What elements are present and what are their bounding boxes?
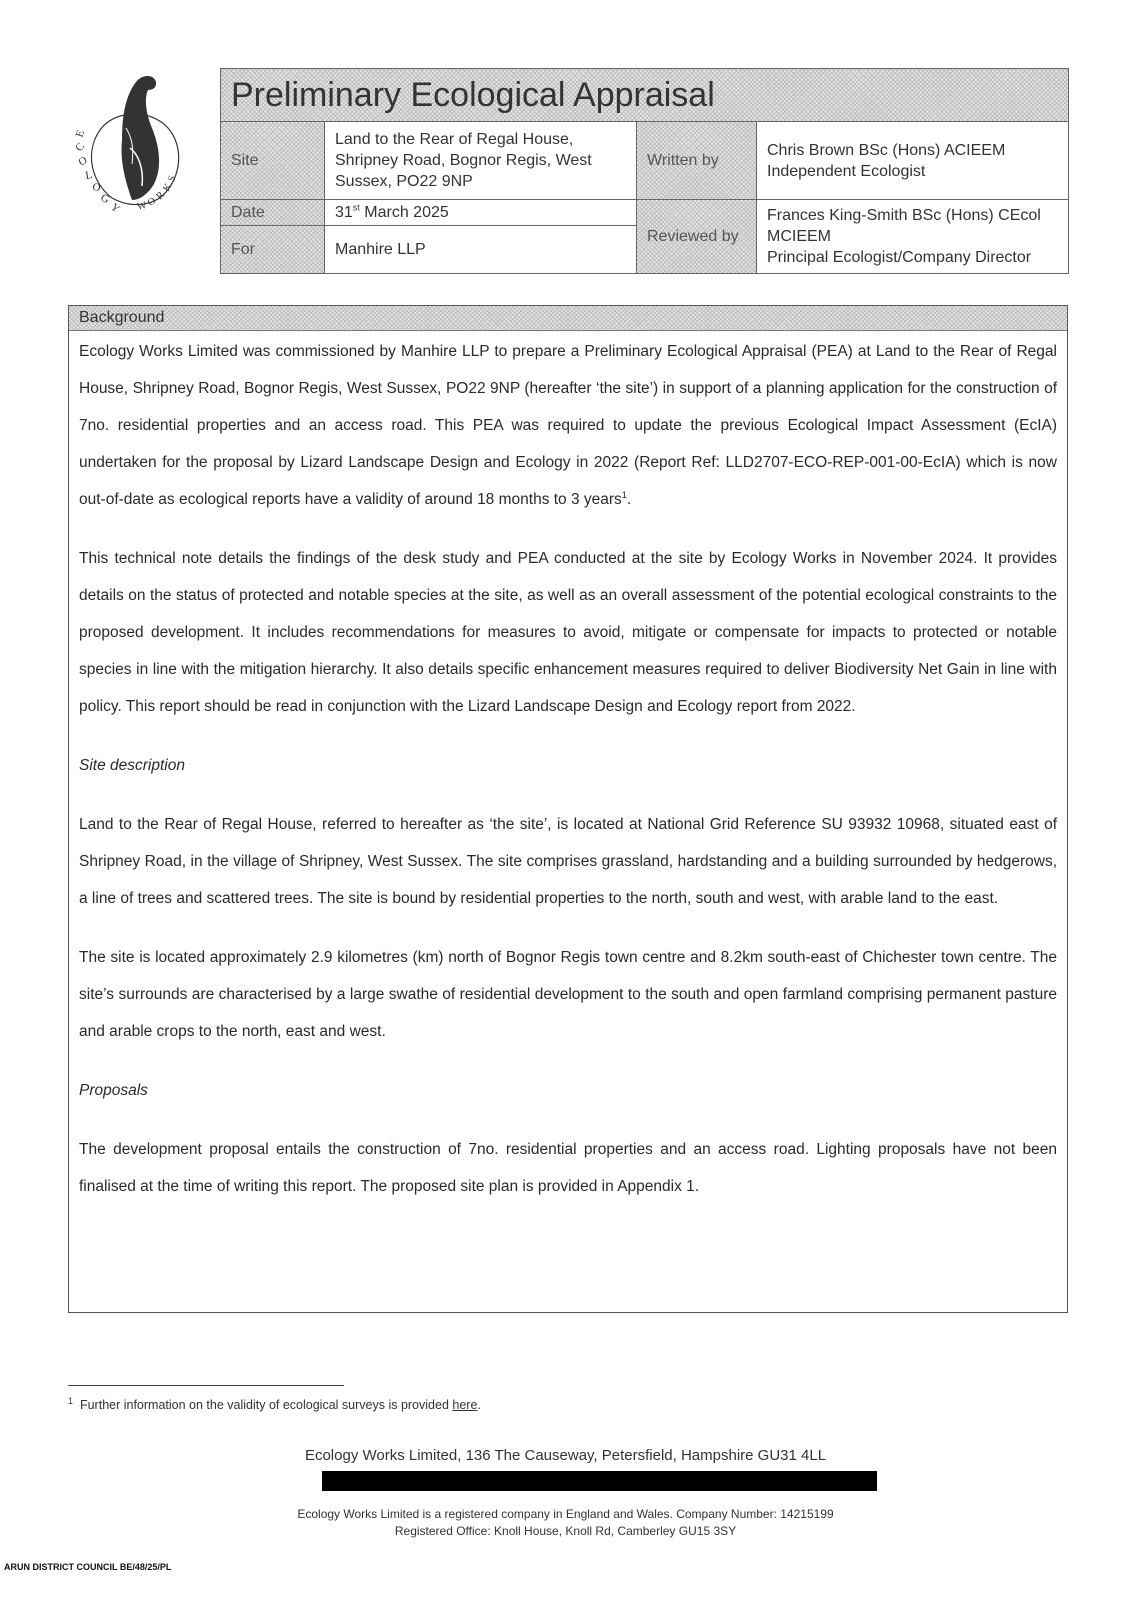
footnote-text: Further information on the validity of ecological surveys is provided [79, 1398, 449, 1412]
author-name: Chris Brown BSc (Hons) ACIEEM [767, 141, 1006, 159]
svg-text:L: L [84, 168, 94, 182]
proposals-heading: Proposals [79, 1082, 148, 1099]
reviewed-by-value [757, 200, 1069, 274]
date-day: 31 [335, 204, 353, 221]
reviewer-name: Frances King-Smith BSc (Hons) CEcol MCIEEM [767, 207, 1041, 245]
svg-text:R: R [154, 189, 167, 203]
ecology-works-logo [72, 68, 202, 218]
written-by-label: Written by [637, 122, 757, 200]
svg-text:G: G [98, 191, 112, 207]
header-table [220, 68, 1069, 274]
footnote-number: 1 [68, 1395, 74, 1406]
svg-text:C: C [73, 140, 88, 154]
footer-registration [0, 1506, 1131, 1540]
footnote-link-here[interactable]: here [452, 1398, 478, 1412]
council-reference: ARUN DISTRICT COUNCIL BE/48/25/PL [4, 1562, 172, 1572]
footnote-divider [68, 1385, 344, 1386]
document-title: Preliminary Ecological Appraisal [221, 69, 1069, 122]
svg-text:W: W [135, 199, 148, 213]
svg-text:K: K [161, 181, 175, 194]
site-description-heading: Site description [79, 757, 185, 774]
registration-line-2: Registered Office: Knoll House, Knoll Rd, Camberley GU15 3SY [394, 1524, 737, 1538]
site-value: Land to the Rear of Regal House, Shripney Road, Bognor Regis, West Sussex, PO22 9NP [325, 122, 637, 200]
paragraph-5: The development proposal entails the construction of 7no. residential properties and an access road. Lighting proposals have not been finalised at the time of writing this report. The proposed site plan is provided in Appendix 1. [79, 1141, 1057, 1195]
report-body [69, 331, 1067, 1205]
written-by-value [757, 122, 1069, 200]
svg-text:O: O [91, 181, 102, 195]
paragraph-1-end: . [626, 491, 632, 508]
background-section-header: Background [69, 306, 1067, 331]
footer-address: Ecology Works Limited, 136 The Causeway, Petersfield, Hampshire GU31 4LL [304, 1447, 827, 1464]
paragraph-1-text: Ecology Works Limited was commissioned by Manhire LLP to prepare a Preliminary Ecological Appraisal (PEA) at Land to the Rear of Regal House, Shripney Road, Bognor Regis, West Sussex, PO22 9NP (hereafter ‘the site’) in support of a planning application for the construction of 7no. residential properties and an access road. This PEA was required to update the previous Ecological Impact Assessment (EcIA) undertaken for the proposal by Lizard Landscape Design and Ecology in 2022 (Report Ref: LLD2707-ECO-REP-001-00-EcIA) which is now out-of-date as ecological reports have a validity of around 18 months to 3 years [79, 343, 1057, 508]
redaction-bar [322, 1471, 877, 1491]
date-month-year: March 2025 [364, 204, 449, 221]
footnote-end: . [477, 1398, 481, 1412]
date-suffix: st [352, 202, 360, 213]
for-value: Manhire LLP [325, 226, 637, 274]
main-content-box [68, 305, 1068, 1313]
svg-text:S: S [166, 174, 179, 183]
reviewed-by-label: Reviewed by [637, 200, 757, 274]
logo-text-ecology: E [73, 128, 88, 140]
svg-text:O: O [76, 154, 90, 169]
footnote [68, 1395, 481, 1412]
paragraph-4: The site is located approximately 2.9 kilometres (km) north of Bognor Regis town centre and 8.2km south-east of Chichester town centre. The site’s surrounds are characterised by a large swathe of residential development to the south and open farmland comprising permanent pasture and arable crops to the north, east and west. [79, 949, 1057, 1040]
for-label: For [221, 226, 325, 274]
author-role: Independent Ecologist [767, 162, 926, 180]
paragraph-2: This technical note details the findings of the desk study and PEA conducted at the site by Ecology Works in November 2024. It provides details on the status of protected and notable species at the site, as well as an overall assessment of the potential ecological constraints to the proposed development. It includes recommendations for measures to avoid, mitigate or compensate for impacts to protected or notable species in line with the mitigation hierarchy. It also details specific enhancement measures required to deliver Biodiversity Net Gain in line with policy. This report should be read in conjunction with the Lizard Landscape Design and Ecology report from 2022. [79, 550, 1057, 715]
svg-text:Y: Y [108, 201, 122, 216]
paragraph-3: Land to the Rear of Regal House, referred to hereafter as ‘the site’, is located at National Grid Reference SU 93932 10968, situated east of Shripney Road, in the village of Shripney, West Sussex. The site comprises grassland, hardstanding and a building surrounded by hedgerows, a line of trees and scattered trees. The site is bound by residential properties to the north, south and west, with arable land to the east. [79, 816, 1057, 907]
site-label: Site [221, 122, 325, 200]
paragraph-1 [79, 333, 1057, 518]
date-value [325, 200, 637, 226]
footnote-reference[interactable]: 1 [621, 489, 627, 500]
svg-text:O: O [146, 195, 158, 209]
registration-line-1: Ecology Works Limited is a registered company in England and Wales. Company Number: 14215199 [297, 1507, 834, 1521]
reviewer-role: Principal Ecologist/Company Director [767, 249, 1032, 266]
date-label: Date [221, 200, 325, 226]
